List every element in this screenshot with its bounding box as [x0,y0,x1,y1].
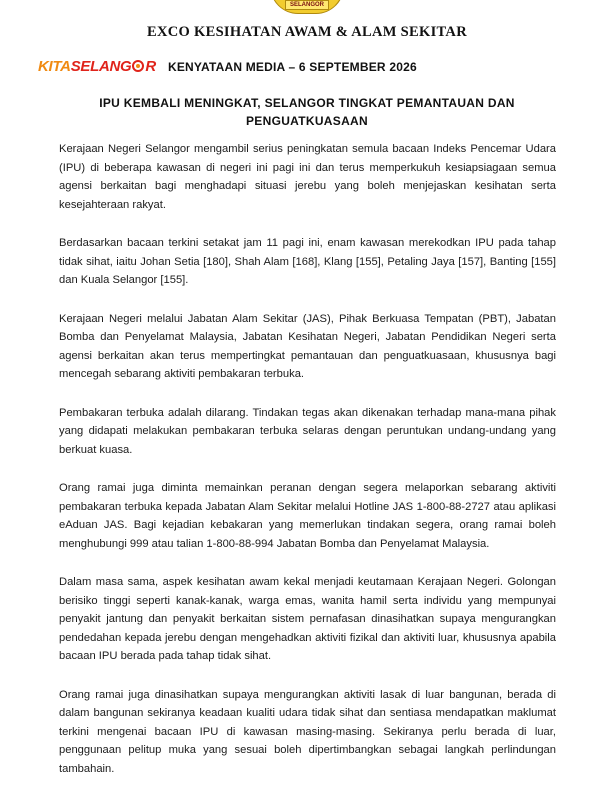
paragraph-6: Dalam masa sama, aspek kesihatan awam kekal menjadi keutamaan Kerajaan Negeri. Golongan berisiko tinggi seperti kanak-kanak, warga emas, wanita hamil serta individu yang mempunyai penyakit jantung dan penyakit berkaitan sistem pernafasan dinasihatkan supaya mengurangkan pendedahan kepada jerebu dengan mengehadkan aktiviti fizikal dan aktiviti luar, khususnya apabila bacaan IPU berada pada tahap tidak sihat. [59,576,556,662]
kitaselangor-logo [38,59,156,75]
paragraph-3: Kerajaan Negeri melalui Jabatan Alam Sekitar (JAS), Pihak Berkuasa Tempatan (PBT), Jabatan Bomba dan Penyelamat Malaysia, Jabatan Kesihatan Negeri, Jabatan Pendidikan Negeri serta agensi berkaitan akan terus mempertingkat pemantauan dan penguatkuasaan, khususnya bagi mencegah sebarang aktiviti pembakaran terbuka. [59,312,556,380]
paragraph-4: Pembakaran terbuka adalah dilarang. Tindakan tegas akan dikenakan terhadap mana-mana pihak yang didapati melakukan pembakaran terbuka selaras dengan peruntukan undang-undang yang berkuat kuasa. [59,406,556,456]
paragraph-1: Kerajaan Negeri Selangor mengambil serius peningkatan semula bacaan Indeks Pencemar Udara (IPU) di beberapa kawasan di negeri ini pagi ini dan terus memperkukuh kesiapsiagaan semua agensi berkaitan bagi menghadapi situasi jerebu yang boleh menjejaskan kesihatan serta kesejahteraan rakyat. [59,143,556,211]
paragraph-2: Berdasarkan bacaan terkini setakat jam 11 pagi ini, enam kawasan merekodkan IPU pada tahap tidak sihat, iaitu Johan Setia [180], Shah Alam [168], Klang [155], Petaling Jaya [157], Banting [155] dan Kuala Selangor [155]. [59,237,556,286]
brand-logo-part-r: R [145,58,156,75]
paragraph-7: Orang ramai juga dinasihatkan supaya mengurangkan aktiviti lasak di luar bangunan, berada di dalam bangunan sekiranya keadaan kualiti udara tidak sihat dan sentiasa mendapatkan maklumat terkini mengenai bacaan IPU di kawasan masing-masing. Sekiranya perlu berada di luar, penggunaan pelitup muka yang sesuai boleh dipertimbangkan sebagai langkah perlindungan tambahain. [59,688,556,775]
brand-logo-part-selang: SELANG [70,58,132,75]
press-body [59,140,556,798]
paragraph-5: Orang ramai juga diminta memainkan peranan dengan segera melaporkan sebarang aktiviti pembakaran terbuka kepada Jabatan Alam Sekitar melalui Hotline JAS 1-800-88-2727 atau aplikasi eAduan JAS. Bagi kejadian kebakaran yang memerlukan tindakan segera, orang ramai boleh menghubungi 999 atau talian 1-800-88-994 Jabatan Bomba dan Penyelamat Malaysia. [59,482,556,550]
office-title: EXCO KESIHATAN AWAM & ALAM SEKITAR [147,24,467,40]
brand-row [38,59,417,75]
media-release-label: KENYATAAN MEDIA – 6 SEPTEMBER 2026 [167,60,417,74]
press-headline: IPU KEMBALI MENINGKAT, SELANGOR TINGKAT PEMANTAUAN DAN PENGUATKUASAAN [99,96,515,128]
brand-logo-part-kita: KITA [38,58,71,75]
brand-o-icon [132,60,144,72]
crest-ribbon-text: SELANGOR [285,0,329,10]
state-crest-logo [270,0,344,14]
